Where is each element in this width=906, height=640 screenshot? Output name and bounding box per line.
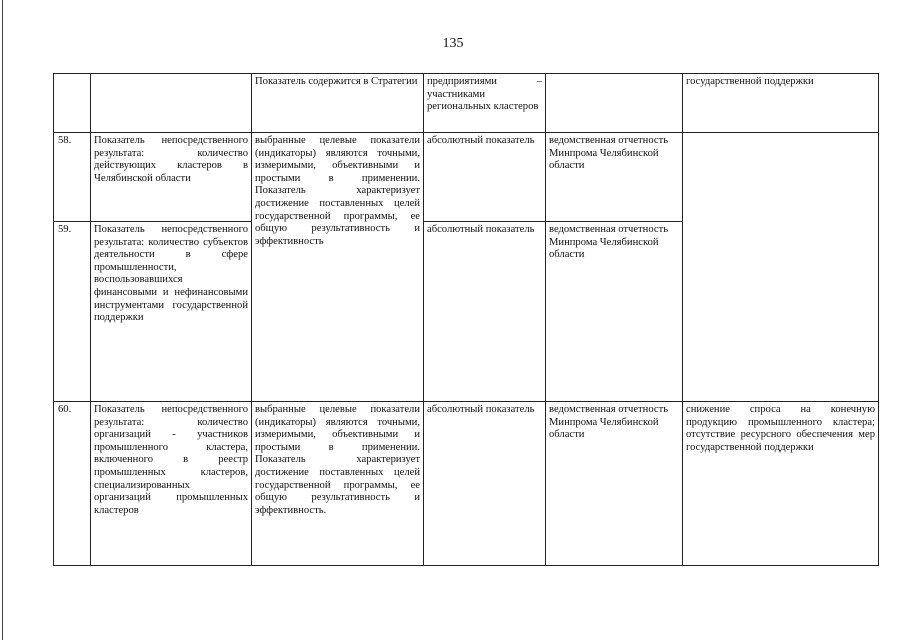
table-row [54, 402, 879, 566]
cell-risks-empty [683, 133, 879, 402]
cell-indicator-type: предприятиями – участниками региональных кластеров [424, 74, 546, 133]
indicator-justification: выбранные целевые показатели (индикаторы) являются точными, измеримыми, объективными и простыми в применении. Показатель характеризует достижение поставленных целей государственной программы, ее общую результативность и эффективность. [252, 402, 424, 566]
data-source: ведомственная отчетность Минпрома Челябинской области [546, 222, 683, 402]
row-number: 58. [54, 133, 91, 222]
table-row [54, 74, 879, 133]
cell-justification: Показатель содержится в Стратегии [252, 74, 424, 133]
indicators-table [53, 73, 879, 566]
data-source: ведомственная отчетность Минпрома Челябинской области [546, 402, 683, 566]
cell-risks: государственной поддержки [683, 74, 879, 133]
indicator-justification: выбранные целевые показатели (индикаторы) являются точными, измеримыми, объективными и простыми в применении. Показатель характеризует достижение поставленных целей государственной программы, ее общую результативность и эффективность [252, 133, 424, 402]
risks: снижение спроса на конечную продукцию промышленного кластера; отсутствие ресурсного обеспечения мер государственной поддержки [683, 402, 879, 566]
page-number: 135 [442, 36, 464, 51]
indicator-type: абсолютный показатель [424, 133, 546, 222]
indicator-name: Показатель непосредственного результата: количество субъектов деятельности в сфере промышленности, воспользовавшихся финансовыми и нефинансовыми инструментами государственной поддержки [91, 222, 252, 402]
row-number: 59. [54, 222, 91, 402]
indicator-type: абсолютный показатель [424, 222, 546, 402]
indicator-name: Показатель непосредственного результата: количество действующих кластеров в Челябинской области [91, 133, 252, 222]
row-number: 60. [54, 402, 91, 566]
table-row [54, 133, 879, 222]
data-source: ведомственная отчетность Минпрома Челябинской области [546, 133, 683, 222]
indicator-type: абсолютный показатель [424, 402, 546, 566]
page-edge-line [2, 0, 3, 640]
cell-number [54, 74, 91, 133]
cell-data-source [546, 74, 683, 133]
cell-indicator-name [91, 74, 252, 133]
indicator-name: Показатель непосредственного результата: количество организаций - участников промышленного кластера, включенного в реестр промышленных кластеров, специализированных организаций промышленных кластеров [91, 402, 252, 566]
